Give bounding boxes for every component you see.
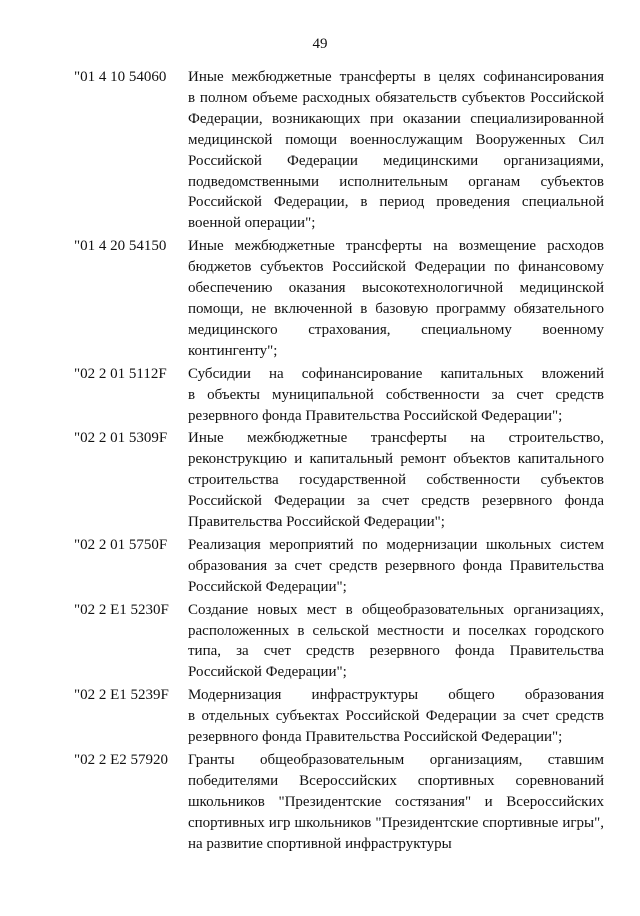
description-line: на развитие спортивной инфраструктуры	[188, 835, 452, 852]
expense-description	[188, 600, 604, 684]
budget-code-entry	[74, 535, 604, 598]
description-line: подведомственными исполнительным органам субъектов	[188, 173, 604, 190]
description-line: Российской Федерации за счет средств резервного фонда	[188, 493, 604, 510]
description-line: победителями Всероссийских спортивных соревнований	[188, 772, 604, 789]
expense-description	[188, 750, 604, 855]
description-line: расположенных в сельской местности и поселках городского	[188, 622, 604, 639]
description-line: военной операции";	[188, 215, 316, 232]
description-line: Реализация мероприятий по модернизации школьных систем	[188, 536, 604, 553]
description-line: Российской Федерации, в период проведения специальной	[188, 194, 604, 211]
description-line: обеспечению оказания высокотехнологичной медицинской	[188, 280, 604, 297]
expense-description	[188, 685, 604, 748]
description-line: контингенту";	[188, 342, 278, 359]
budget-code-entry	[74, 750, 604, 855]
page-number: 49	[312, 36, 328, 52]
expense-description	[188, 535, 604, 598]
description-line: Российской Федерации медицинскими организациями,	[188, 152, 604, 169]
budget-classification-code: "01 4 10 54060	[74, 69, 167, 85]
budget-code-list	[74, 67, 604, 857]
description-line: школьников "Президентские состязания" и Всероссийских	[188, 793, 604, 810]
description-line: медицинского страхования, специальному военному	[188, 321, 604, 338]
budget-code-entry	[74, 600, 604, 684]
budget-classification-code: "02 2 E2 57920	[74, 752, 169, 768]
budget-classification-code: "02 2 E1 5239F	[74, 687, 169, 704]
expense-description	[188, 428, 604, 533]
description-line: в отдельных субъектах Российской Федерации за счет средств	[188, 708, 604, 725]
budget-classification-code: "01 4 20 54150	[74, 238, 167, 255]
description-line: в объекты муниципальной собственности за счет средств	[188, 386, 604, 403]
description-line: медицинской помощи военнослужащим Вооруженных Сил	[188, 131, 604, 148]
description-line: Иные межбюджетные трансферты в целях софинансирования	[188, 69, 604, 85]
budget-code-entry	[74, 67, 604, 234]
expense-description	[188, 364, 604, 427]
description-line: типа, за счет средств резервного фонда Правительства	[188, 643, 604, 660]
budget-classification-code: "02 2 01 5750F	[74, 536, 168, 553]
description-line: строительства государственной собственности субъектов	[188, 472, 604, 489]
description-line: Создание новых мест в общеобразовательных организациях,	[188, 601, 604, 618]
description-line: реконструкцию и капитальный ремонт объектов капитального	[188, 451, 604, 468]
budget-code-entry	[74, 236, 604, 361]
description-line: Федерации, возникающих при оказании специализированной	[188, 110, 604, 127]
budget-code-entry	[74, 685, 604, 748]
description-line: образования за счет средств резервного фонда Правительства	[188, 557, 604, 574]
description-line: в полном объеме расходных обязательств субъектов Российской	[188, 89, 604, 106]
expense-description	[188, 67, 604, 234]
description-line: Российской Федерации";	[188, 578, 347, 595]
description-line: Иные межбюджетные трансферты на возмещение расходов	[188, 238, 604, 255]
budget-classification-code: "02 2 01 5309F	[74, 430, 168, 447]
description-line: Иные межбюджетные трансферты на строительство,	[188, 430, 604, 447]
expense-description	[188, 236, 604, 361]
description-line: резервного фонда Правительства Российской Федерации";	[188, 407, 563, 424]
description-line: спортивных игр школьников "Президентские спортивные игры",	[188, 814, 604, 831]
description-line: резервного фонда Правительства Российской Федерации";	[188, 729, 563, 746]
description-line: Субсидии на софинансирование капитальных вложений	[188, 365, 604, 382]
budget-classification-code: "02 2 01 5112F	[74, 365, 167, 382]
description-line: бюджетов субъектов Российской Федерации по финансовому	[188, 259, 604, 276]
budget-code-entry	[74, 428, 604, 533]
description-line: Гранты общеобразовательным организациям, ставшим	[188, 752, 604, 768]
budget-code-entry	[74, 364, 604, 427]
description-line: помощи, не включенной в базовую программу обязательного	[188, 300, 604, 317]
description-line: Правительства Российской Федерации";	[188, 514, 445, 531]
description-line: Российской Федерации";	[188, 664, 347, 681]
budget-classification-code: "02 2 E1 5230F	[74, 601, 169, 618]
description-line: Модернизация инфраструктуры общего образования	[188, 687, 604, 704]
